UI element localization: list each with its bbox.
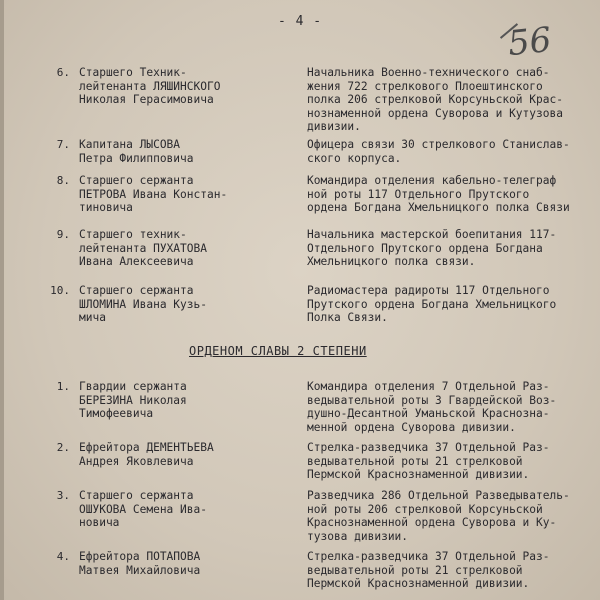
handwritten-page-mark: 56 [506,19,554,65]
entry-position: Офицера связи 30 стрелкового Станислав- ского корпуса. [307,138,570,165]
entry-position: Начальника Военно-технического снаб- жения 722 стрелкового Плоештинского полка 206 стрелковой Корсуньской Крас- нознаменной ордена Суворова и Кутузова дивизии. [307,66,563,133]
entry-position: Стрелка-разведчика 37 Отдельной Раз- ведывательной роты 21 стрелковой Пермской Краснознаменной дивизии. [307,441,550,481]
entry-person: Гвардии сержанта БЕРЕЗИНА Николая Тимофеевича [79,380,187,420]
entry-position: Радиомастера радироты 117 Отдельного Прутского ордена Богдана Хмельницкого Полка Связи. [307,284,557,324]
entry-number: 8. [56,174,70,187]
entry-position: Командира отделения кабельно-телеграф ной роты 117 Отдельного Прутского ордена Богдана Хмельницкого полка Связи [307,174,570,214]
entry-number: 3. [56,489,70,502]
entry-number: 2. [56,441,70,454]
entry-number: 6. [56,66,70,79]
entry-person: Старшего техник- лейтенанта ПУХАТОВА Ивана Алексеевича [79,228,207,268]
entry-position: Разведчика 286 Отдельной Разведыватель- ной роты 206 стрелковой Корсуньской Краснознаменной ордена Суворова и Ку- тузова дивизии. [307,489,570,543]
entry-number: 7. [56,138,70,151]
entry-number: 1. [56,380,70,393]
entry-person: Старшего сержанта ШЛОМИНА Ивана Кузь- мича [79,284,207,324]
entry-number: 9. [56,228,70,241]
section-heading: ОРДЕНОМ СЛАВЫ 2 СТЕПЕНИ [189,344,367,358]
page-edge-shadow [0,0,4,600]
entry-number: 4. [56,550,70,563]
entry-person: Старшего Техник- лейтенанта ЛЯШИНСКОГО Николая Герасимовича [79,66,221,106]
entry-position: Стрелка-разведчика 37 Отдельной Раз- ведывательной роты 21 стрелковой Пермской Краснознаменной дивизии. [307,550,550,590]
entry-person: Старшего сержанта ПЕТРОВА Ивана Констан- тиновича [79,174,228,214]
entry-person: Старшего сержанта ОШУКОВА Семена Ива- новича [79,489,207,529]
entry-position: Командира отделения 7 Отдельной Раз- ведывательной роты 3 Гвардейской Воз- душно-Десантной Уманьской Краснозна- менной ордена Суворова дивизии. [307,380,557,434]
entry-person: Ефрейтора ПОТАПОВА Матвея Михайловича [79,550,201,577]
page-number: - 4 - [278,14,323,29]
entry-person: Ефрейтора ДЕМЕНТЬЕВА Андрея Яковлевича [79,441,214,468]
entry-person: Капитана ЛЫСОВА Петра Филипповича [79,138,194,165]
entry-number: 10. [50,284,70,297]
entry-position: Начальника мастерской боепитания 117- Отдельного Прутского ордена Богдана Хмельницкого полка связи. [307,228,557,268]
